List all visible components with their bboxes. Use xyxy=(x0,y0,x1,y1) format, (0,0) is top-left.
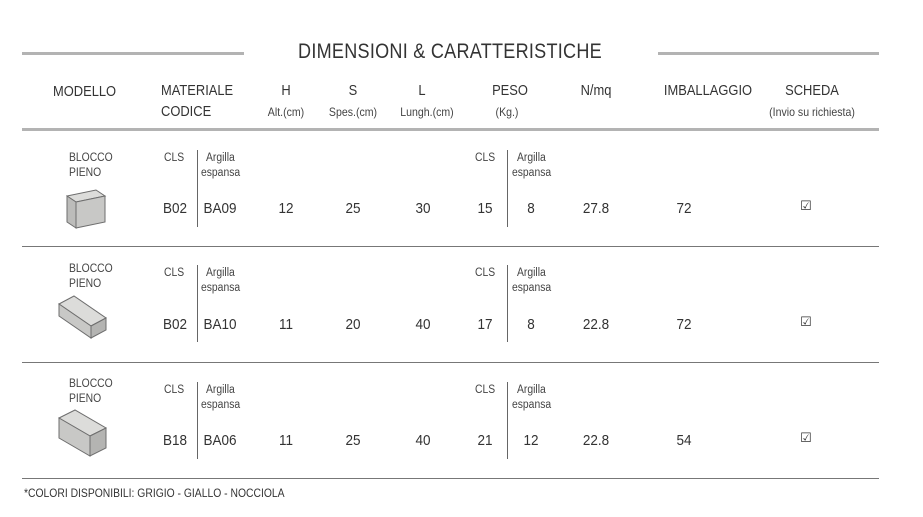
header-l: L xyxy=(418,82,426,99)
peso-cls-label: CLS xyxy=(475,152,496,164)
header-s: S xyxy=(348,82,358,99)
code-cls: B02 xyxy=(162,200,188,217)
value-peso-argilla: 8 xyxy=(527,316,535,333)
code-cls: B02 xyxy=(162,316,188,333)
header-s-sub: Spes.(cm) xyxy=(328,105,378,119)
material-cls: CLS xyxy=(164,267,185,279)
value-peso-argilla: 8 xyxy=(527,200,535,217)
value-nmq: 22.8 xyxy=(582,316,610,333)
header-peso: PESO xyxy=(492,82,528,99)
block-image xyxy=(58,408,108,458)
material-espansa: espansa xyxy=(201,399,241,411)
peso-argilla: Argilla xyxy=(517,152,546,164)
header-modello: MODELLO xyxy=(53,83,117,100)
header-h: H xyxy=(281,82,291,99)
value-h: 11 xyxy=(278,316,294,333)
block-image xyxy=(58,294,108,340)
peso-espansa: espansa xyxy=(512,282,552,294)
scheda-checkbox[interactable]: ☑ xyxy=(800,430,812,445)
scheda-checkbox[interactable]: ☑ xyxy=(800,314,812,329)
header-codice: CODICE xyxy=(161,103,212,120)
value-peso-cls: 21 xyxy=(477,432,493,449)
row-divider xyxy=(22,362,879,363)
code-argilla: BA09 xyxy=(203,200,237,217)
value-nmq: 27.8 xyxy=(582,200,610,217)
model-line1: BLOCCO xyxy=(69,152,113,164)
title-rule-left xyxy=(22,52,244,55)
peso-cls-label: CLS xyxy=(475,384,496,396)
value-imballaggio: 72 xyxy=(676,200,692,217)
page-title: DIMENSIONI & CARATTERISTICHE xyxy=(298,40,602,63)
value-peso-cls: 15 xyxy=(477,200,493,217)
value-s: 25 xyxy=(345,200,361,217)
value-l: 30 xyxy=(415,200,431,217)
footer-note: *COLORI DISPONIBILI: GRIGIO - GIALLO - NOCCIOLA xyxy=(24,488,285,500)
value-peso-cls: 17 xyxy=(477,316,493,333)
header-imballaggio: IMBALLAGGIO xyxy=(663,82,753,99)
block-image xyxy=(66,188,110,230)
model-line2: PIENO xyxy=(69,278,102,290)
value-imballaggio: 72 xyxy=(676,316,692,333)
material-cls: CLS xyxy=(164,384,185,396)
peso-argilla: Argilla xyxy=(517,267,546,279)
header-rule xyxy=(22,128,879,131)
value-l: 40 xyxy=(415,316,431,333)
material-argilla: Argilla xyxy=(206,152,235,164)
peso-argilla: Argilla xyxy=(517,384,546,396)
code-cls: B18 xyxy=(162,432,188,449)
material-cls: CLS xyxy=(164,152,185,164)
value-s: 25 xyxy=(345,432,361,449)
row-divider xyxy=(22,246,879,247)
header-l-sub: Lungh.(cm) xyxy=(400,105,454,119)
model-line1: BLOCCO xyxy=(69,263,113,275)
value-nmq: 22.8 xyxy=(582,432,610,449)
value-s: 20 xyxy=(345,316,361,333)
material-espansa: espansa xyxy=(201,282,241,294)
material-argilla: Argilla xyxy=(206,267,235,279)
peso-espansa: espansa xyxy=(512,399,552,411)
code-argilla: BA06 xyxy=(203,432,237,449)
header-materiale: MATERIALE xyxy=(161,82,234,99)
model-line1: BLOCCO xyxy=(69,378,113,390)
material-argilla: Argilla xyxy=(206,384,235,396)
header-peso-sub: (Kg.) xyxy=(495,105,519,119)
scheda-checkbox[interactable]: ☑ xyxy=(800,198,812,213)
value-h: 11 xyxy=(278,432,294,449)
code-argilla: BA10 xyxy=(203,316,237,333)
table-bottom-rule xyxy=(22,478,879,479)
model-line2: PIENO xyxy=(69,167,102,179)
peso-espansa: espansa xyxy=(512,167,552,179)
header-nmq: N/mq xyxy=(580,82,612,99)
title-rule-right xyxy=(658,52,879,55)
material-espansa: espansa xyxy=(201,167,241,179)
value-imballaggio: 54 xyxy=(676,432,692,449)
value-h: 12 xyxy=(278,200,294,217)
model-line2: PIENO xyxy=(69,393,102,405)
value-peso-argilla: 12 xyxy=(523,432,539,449)
header-scheda: SCHEDA xyxy=(785,82,839,99)
peso-cls-label: CLS xyxy=(475,267,496,279)
header-scheda-sub: (Invio su richiesta) xyxy=(769,105,855,119)
header-h-sub: Alt.(cm) xyxy=(267,105,305,119)
value-l: 40 xyxy=(415,432,431,449)
